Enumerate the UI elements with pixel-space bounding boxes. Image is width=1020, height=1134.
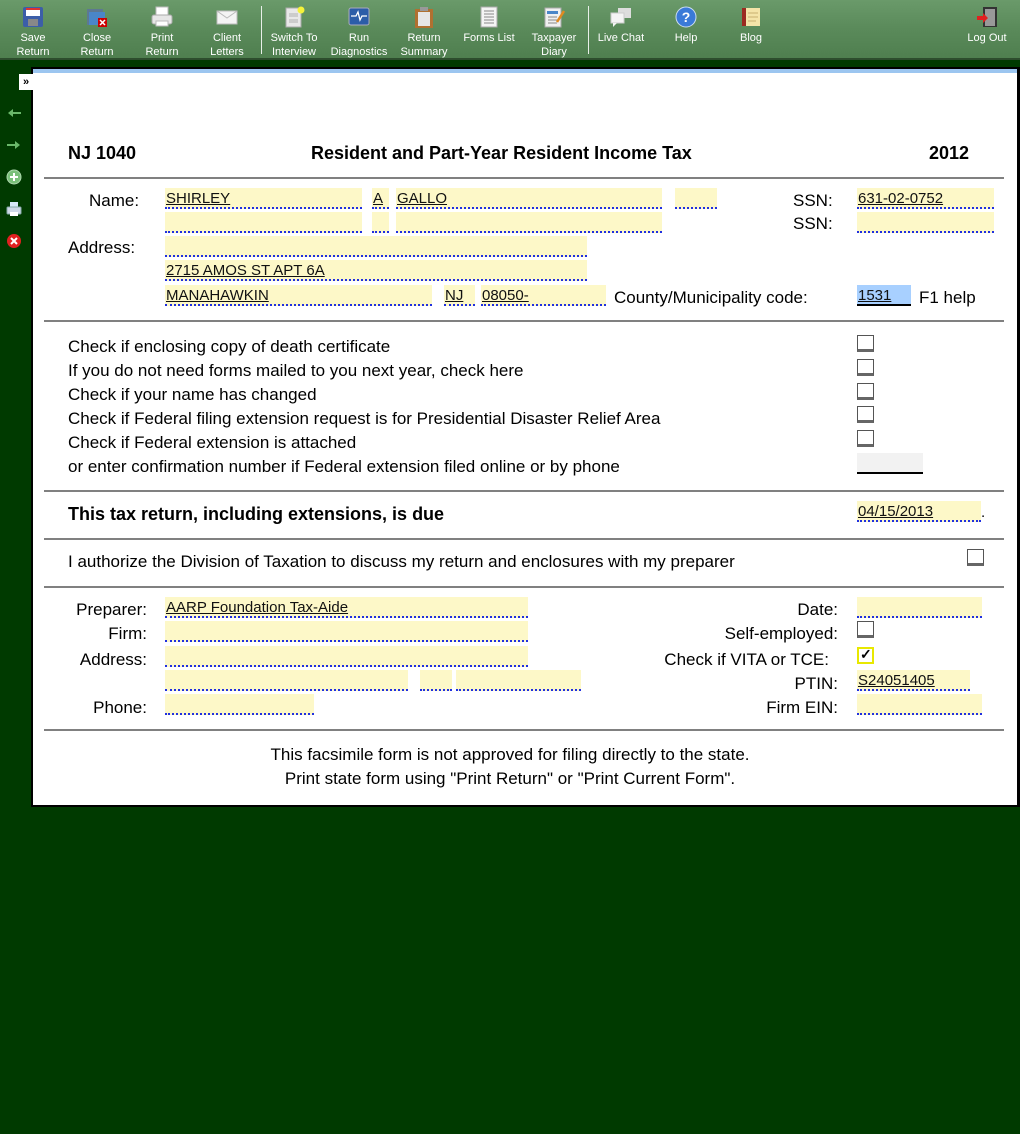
preparer-address-field[interactable] xyxy=(165,646,528,667)
svg-text:?: ? xyxy=(681,9,691,25)
toolbar xyxy=(0,0,1020,60)
blog-label: Blog xyxy=(739,32,763,44)
extension-attached-checkbox[interactable] xyxy=(857,430,874,447)
address-label: Address: xyxy=(68,238,136,257)
address-line2-field[interactable]: 2715 AMOS ST APT 6A xyxy=(165,260,587,281)
interview-label-1: Switch To xyxy=(270,32,318,44)
blog-button[interactable] xyxy=(719,4,783,45)
due-date-label: This tax return, including extensions, is due xyxy=(68,504,445,524)
help-icon xyxy=(675,6,697,28)
spouse-first-name-field[interactable] xyxy=(165,212,362,233)
first-name-field[interactable]: SHIRLEY xyxy=(165,188,362,209)
zip-field[interactable]: 08050- xyxy=(481,285,606,306)
extension-attached-label: Check if Federal extension is attached xyxy=(68,433,357,452)
print-label-2: Return xyxy=(145,46,179,58)
preparer-label: Preparer: xyxy=(76,600,147,619)
diary-label-2: Diary xyxy=(541,46,567,58)
diary-icon xyxy=(543,6,565,28)
death-certificate-checkbox[interactable] xyxy=(857,335,874,352)
due-date-field[interactable]: 04/15/2013 xyxy=(857,501,981,522)
diagnostics-label-2: Diagnostics xyxy=(330,46,388,58)
live-chat-label: Live Chat xyxy=(597,32,645,44)
self-employed-label: Self-employed: xyxy=(724,624,838,643)
summary-label-1: Return xyxy=(407,32,441,44)
taxpayer-diary-button[interactable] xyxy=(522,4,586,59)
close-folder-icon xyxy=(86,6,108,28)
close-label-2: Return xyxy=(80,46,114,58)
log-out-button[interactable] xyxy=(955,4,1019,45)
spouse-middle-initial-field[interactable] xyxy=(372,212,389,233)
print-return-button[interactable] xyxy=(130,4,194,59)
save-label-1: Save xyxy=(20,32,46,44)
close-return-button[interactable] xyxy=(65,4,129,59)
diagnostics-icon xyxy=(348,6,370,28)
vita-tce-checkbox[interactable] xyxy=(857,647,874,664)
back-arrow-icon[interactable] xyxy=(6,105,22,121)
city-field[interactable]: MANAHAWKIN xyxy=(165,285,432,306)
phone-field[interactable] xyxy=(165,694,314,715)
state-field[interactable]: NJ xyxy=(444,285,475,306)
suffix-field[interactable] xyxy=(675,188,717,209)
clipboard-icon xyxy=(413,6,435,28)
divider xyxy=(44,177,1004,179)
form-id: NJ 1040 xyxy=(68,143,137,163)
preparer-state-field[interactable] xyxy=(420,670,452,691)
printer-icon xyxy=(151,6,173,28)
confirmation-number-label: or enter confirmation number if Federal extension filed online or by phone xyxy=(68,457,620,476)
county-code-label: County/Municipality code: xyxy=(614,288,808,307)
firm-label: Firm: xyxy=(108,624,147,643)
print-icon[interactable] xyxy=(6,201,22,217)
interview-label-2: Interview xyxy=(271,46,317,58)
panel-top-strip xyxy=(33,69,1017,73)
county-code-field[interactable]: 1531 xyxy=(857,285,911,306)
log-out-label: Log Out xyxy=(967,32,1007,44)
phone-label: Phone: xyxy=(93,698,147,717)
self-employed-checkbox[interactable] xyxy=(857,621,874,638)
summary-label-2: Summary xyxy=(400,46,448,58)
document-list-icon xyxy=(478,6,500,28)
form-title: Resident and Part-Year Resident Income Tax xyxy=(311,143,692,163)
address-line1-field[interactable] xyxy=(165,236,587,257)
diagnostics-label-1: Run xyxy=(348,32,370,44)
envelope-icon xyxy=(216,6,238,28)
firm-ein-label: Firm EIN: xyxy=(766,698,838,717)
authorize-preparer-checkbox[interactable] xyxy=(967,549,984,566)
facsimile-note-line2: Print state form using "Print Return" or "Print Current Form". xyxy=(284,769,736,788)
spouse-ssn-label: SSN: xyxy=(793,214,833,233)
preparer-field[interactable]: AARP Foundation Tax-Aide xyxy=(165,597,528,618)
f1-help-label: F1 help xyxy=(919,288,976,307)
confirmation-number-field[interactable] xyxy=(857,453,923,474)
save-icon xyxy=(22,6,44,28)
date-label: Date: xyxy=(797,600,838,619)
name-changed-label: Check if your name has changed xyxy=(68,385,317,404)
help-button[interactable] xyxy=(654,4,718,45)
ssn-label: SSN: xyxy=(793,191,833,210)
forward-arrow-icon[interactable] xyxy=(6,137,22,153)
diary-label-1: Taxpayer xyxy=(531,32,577,44)
return-summary-button[interactable] xyxy=(392,4,456,59)
due-date-period: . xyxy=(981,504,986,521)
preparer-zip-field[interactable] xyxy=(456,670,581,691)
facsimile-note-line1: This facsimile form is not approved for filing directly to the state. xyxy=(270,745,750,764)
ssn-field[interactable]: 631-02-0752 xyxy=(857,188,994,209)
disaster-relief-label: Check if Federal filing extension request is for Presidential Disaster Relief Area xyxy=(68,409,661,428)
forms-list-button[interactable] xyxy=(457,4,521,45)
last-name-field[interactable]: GALLO xyxy=(396,188,662,209)
delete-icon[interactable] xyxy=(6,233,22,249)
divider xyxy=(44,729,1004,731)
preparer-city-field[interactable] xyxy=(165,670,408,691)
help-label: Help xyxy=(674,32,698,44)
firm-field[interactable] xyxy=(165,621,528,642)
print-label-1: Print xyxy=(150,32,174,44)
chat-icon xyxy=(610,6,632,28)
letters-label-1: Client xyxy=(212,32,242,44)
no-forms-mailed-label: If you do not need forms mailed to you next year, check here xyxy=(68,361,524,380)
scroll-icon xyxy=(740,6,762,28)
authorize-preparer-label: I authorize the Division of Taxation to discuss my return and enclosures with my preparer xyxy=(68,552,735,571)
disaster-relief-checkbox[interactable] xyxy=(857,406,874,423)
save-return-button[interactable] xyxy=(1,4,65,59)
switch-to-interview-button[interactable] xyxy=(262,4,326,59)
spouse-last-name-field[interactable] xyxy=(396,212,662,233)
divider xyxy=(44,586,1004,588)
preparer-address-label: Address: xyxy=(79,650,147,669)
date-field[interactable] xyxy=(857,597,982,618)
add-icon[interactable] xyxy=(6,169,22,185)
run-diagnostics-button[interactable] xyxy=(327,4,391,59)
divider xyxy=(44,538,1004,540)
divider xyxy=(44,490,1004,492)
vita-tce-label: Check if VITA or TCE: xyxy=(664,650,829,669)
close-label-1: Close xyxy=(82,32,112,44)
interview-icon xyxy=(283,6,305,28)
live-chat-button[interactable] xyxy=(589,4,653,45)
letters-label-2: Letters xyxy=(210,46,244,58)
logout-door-icon xyxy=(976,6,998,28)
no-forms-mailed-checkbox[interactable] xyxy=(857,359,874,376)
ptin-label: PTIN: xyxy=(794,674,838,693)
death-certificate-label: Check if enclosing copy of death certificate xyxy=(68,337,391,356)
expand-sidebar-button[interactable]: » xyxy=(19,74,33,90)
name-changed-checkbox[interactable] xyxy=(857,383,874,400)
client-letters-button[interactable] xyxy=(195,4,259,59)
spouse-ssn-field[interactable] xyxy=(857,212,994,233)
ptin-field[interactable]: S24051405 xyxy=(857,670,970,691)
name-label: Name: xyxy=(89,191,140,210)
firm-ein-field[interactable] xyxy=(857,694,982,715)
middle-initial-field[interactable]: A xyxy=(372,188,389,209)
save-label-2: Return xyxy=(16,46,50,58)
tax-year: 2012 xyxy=(929,143,970,163)
forms-list-label: Forms List xyxy=(463,32,515,44)
divider xyxy=(44,320,1004,322)
